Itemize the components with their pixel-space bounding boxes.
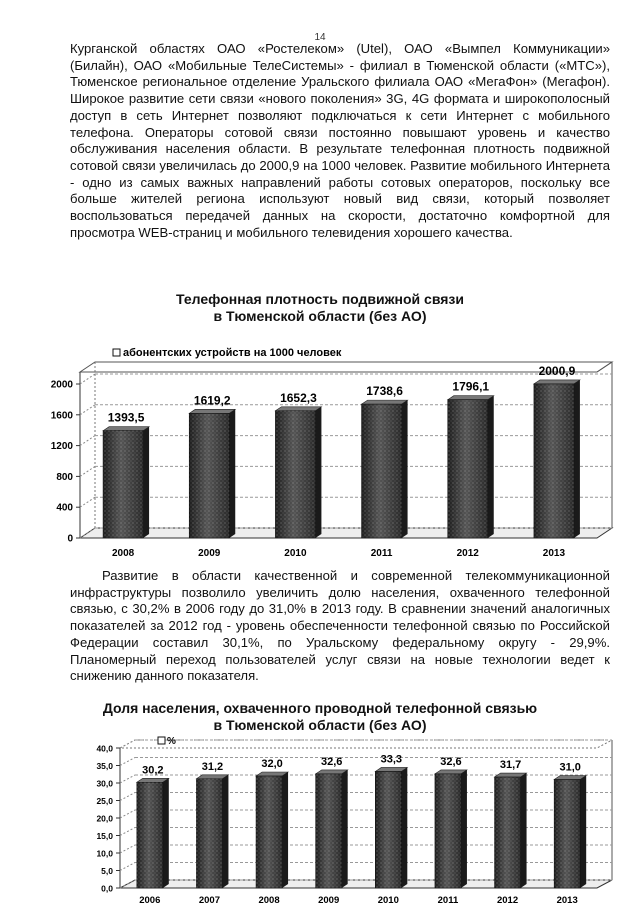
chart1-legend-swatch [113, 349, 120, 356]
chart2-y-ticks [96, 744, 120, 894]
page-number: 14 [314, 32, 326, 43]
bar-texture [196, 779, 222, 888]
bar-side [488, 396, 494, 538]
chart2-gridlines [120, 740, 612, 888]
chart1-frame-top [80, 362, 612, 372]
bar-side [229, 409, 235, 538]
bar-2010 [375, 767, 407, 888]
gridline-diag [120, 845, 135, 853]
value-label: 1393,5 [107, 410, 145, 425]
gridline-diag [120, 740, 135, 748]
bar-texture [375, 771, 401, 888]
value-label: 31,7 [499, 759, 522, 772]
bar-side [574, 380, 580, 538]
y-tick-label: 1200 [50, 441, 73, 453]
bar-2011 [435, 770, 467, 888]
y-tick-label: 25,0 [96, 796, 113, 806]
gridline-diag [120, 810, 135, 818]
bar-top [189, 409, 235, 413]
y-tick-label: 800 [56, 471, 73, 483]
bar-2012 [495, 773, 527, 888]
body-paragraph-2: Развитие в области качественной и современной телекоммуникационной инфраструктуры позволило увеличить долю населения, охваченного телефонной связью, с 30,2% в 2006 году до 31,0% в 2013 году. В сравнении значений аналогичных показателей за 2012 год - уровень обеспеченности телефонной связью по Российской Федерации составил 30,1%, по Уральскому федеральному округу - 29,9%. Планомерный переход пользователей услуг связи на новые технологии ведет к снижению данного показателя. [70, 568, 610, 684]
gridline-diag [80, 405, 95, 415]
chart1-title-line1: Телефонная плотность подвижной связи [176, 291, 464, 307]
bar-side [461, 770, 467, 888]
x-tick-label: 2009 [198, 548, 221, 559]
y-tick-label: 20,0 [96, 813, 113, 824]
value-label: 1738,6 [366, 384, 403, 399]
y-tick-label: 0 [67, 533, 73, 545]
bar-texture [554, 780, 580, 889]
bar-top [362, 400, 408, 404]
chart1-legend-text: абонентских устройств на 1000 человек [123, 347, 342, 359]
bar-2010 [275, 407, 321, 538]
bar-2006 [137, 778, 169, 888]
bar-top [448, 396, 494, 400]
chart1-value-labels [108, 364, 576, 425]
chart1-bar-chart [0, 330, 640, 570]
gridline-diag [80, 466, 95, 476]
bar-side [163, 778, 169, 888]
bar-side [143, 427, 149, 538]
bar-2012 [448, 396, 494, 538]
chart1-title-line2: в Тюменской области (без АО) [213, 308, 427, 324]
bar-2007 [196, 775, 228, 888]
bar-side [315, 407, 321, 538]
gridline-diag [80, 374, 95, 384]
value-label: 32,6 [440, 755, 462, 768]
value-label: 31,2 [201, 760, 224, 773]
bar-texture [534, 384, 574, 538]
chart2-legend-swatch [158, 737, 165, 744]
y-tick-label: 5,0 [101, 866, 113, 876]
y-tick-label: 400 [56, 502, 73, 514]
x-tick-label: 2007 [198, 895, 221, 905]
chart1-x-ticks [112, 548, 566, 559]
x-tick-label: 2013 [556, 895, 578, 905]
y-tick-label: 2000 [50, 379, 73, 391]
value-label: 32,0 [261, 758, 283, 770]
bar-side [222, 775, 228, 888]
chart2-legend-text: % [167, 736, 176, 747]
x-tick-label: 2010 [284, 548, 307, 559]
value-label: 1796,1 [452, 379, 490, 394]
value-label: 31,0 [559, 761, 581, 774]
bar-top [534, 380, 580, 384]
x-tick-label: 2012 [496, 895, 519, 905]
bar-texture [435, 774, 461, 888]
gridline-diag [120, 828, 135, 836]
bar-top [103, 427, 149, 431]
chart2-floor [120, 880, 612, 888]
chart1-frame-corner [597, 362, 612, 372]
value-label: 1619,2 [193, 393, 231, 408]
chart1-gridlines [80, 374, 612, 538]
y-tick-label: 40,0 [96, 743, 113, 754]
x-tick-label: 2009 [318, 895, 340, 905]
bar-2008 [103, 427, 149, 538]
y-tick-label: 35,0 [96, 761, 113, 771]
bar-2011 [362, 400, 408, 538]
gridline-diag [120, 775, 135, 783]
bar-texture [275, 411, 315, 538]
bar-texture [362, 404, 402, 538]
gridline-diag [120, 758, 135, 766]
gridline-diag [80, 436, 95, 446]
x-tick-label: 2013 [542, 548, 566, 559]
bar-2013 [534, 380, 580, 538]
bar-texture [316, 774, 342, 888]
bar-side [282, 772, 288, 888]
chart1-title [0, 291, 640, 325]
chart2-title-line1: Доля населения, охваченного проводной телефонной связью [102, 700, 538, 716]
x-tick-label: 2008 [258, 895, 280, 905]
y-tick-label: 1600 [50, 410, 73, 422]
value-label: 2000,9 [538, 363, 576, 378]
chart1-y-ticks [51, 380, 80, 545]
chart2-title-line2: в Тюменской области (без АО) [213, 717, 427, 733]
bar-texture [448, 400, 488, 538]
bar-2009 [316, 770, 348, 888]
chart2-frame-top [120, 740, 612, 748]
value-label: 30,2 [142, 764, 164, 777]
value-label: 33,3 [380, 753, 403, 766]
body-paragraph-1: Курганской областях ОАО «Ростелеком» (Utel), ОАО «Вымпел Коммуникации» (Билайн), ОАО «Мобильные ТелеСистемы» - филиал в Тюменской области («МТС»), Тюменское региональное отделение Уральского филиала ОАО «МегаФон» (Мегафон). Широкое развитие сети связи «нового поколения» 3G, 4G формата и широкополосный доступ в сеть Интернет позволяют подключаться к сети Интернет с мобильного телефона. Операторы сотовой связи постоянно повышают уровень и качество обслуживания населения области. В результате телефонная плотность подвижной сотовой связи увеличилась до 2000,9 на 1000 человек. Развитие мобильного Интернета - одно из самых важных направлений работы сотовых операторов, поскольку все больше жителей региона используют новый вид связи, который позволяет воспользоваться передачей данных на скорости, достаточно комфортной для просмотра WEB-страниц и мобильного телевидения хорошего качества. [70, 41, 610, 240]
x-tick-label: 2011 [370, 548, 393, 559]
x-tick-label: 2008 [111, 548, 135, 559]
chart2-title [0, 700, 640, 734]
bar-side [580, 776, 586, 889]
chart2-bar-chart [0, 730, 640, 905]
bar-texture [189, 413, 229, 538]
bar-texture [256, 776, 282, 888]
gridline-diag [120, 863, 135, 871]
y-tick-label: 30,0 [96, 778, 113, 789]
bar-side [521, 773, 527, 888]
bar-2013 [554, 776, 586, 889]
chart1-bars [103, 380, 580, 538]
gridline-diag [80, 497, 95, 507]
bar-side [402, 400, 408, 538]
bar-texture [103, 431, 143, 538]
x-tick-label: 2011 [437, 895, 459, 905]
y-tick-label: 0,0 [101, 883, 113, 894]
x-tick-label: 2010 [377, 895, 399, 905]
bar-texture [495, 777, 521, 888]
bar-side [342, 770, 348, 888]
x-tick-label: 2006 [139, 895, 161, 905]
gridline-diag [120, 793, 135, 801]
bar-2008 [256, 772, 288, 888]
x-tick-label: 2012 [456, 548, 479, 559]
value-label: 32,6 [320, 755, 343, 768]
bar-texture [137, 782, 163, 888]
bar-side [401, 767, 407, 888]
y-tick-label: 10,0 [96, 848, 113, 859]
bar-2009 [189, 409, 235, 538]
chart1-floor [80, 528, 612, 538]
value-label: 1652,3 [280, 390, 317, 405]
y-tick-label: 15,0 [96, 831, 113, 841]
bar-top [275, 407, 321, 411]
chart2-x-ticks [139, 895, 578, 905]
